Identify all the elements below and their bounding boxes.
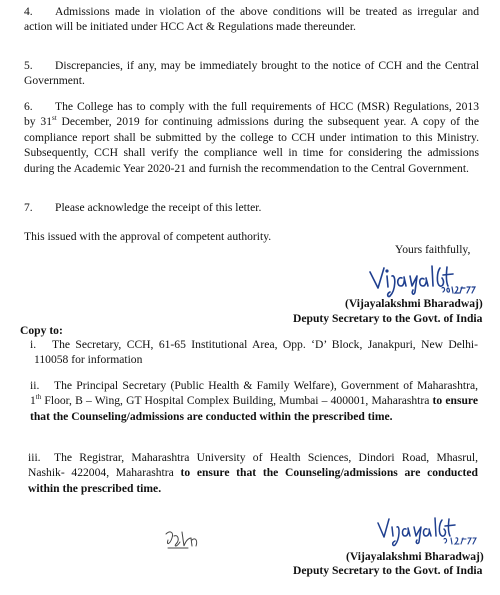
- signatory-name-2: (Vijayalakshmi Bharadwaj): [346, 550, 484, 563]
- paragraph-text-cont: December, 2019 for continuing admissions during the subsequent year. A copy of the compliance report shall be submitted by the college to CCH under intimation to this Ministry. Subsequently, CCH shall verify the compliance well in time for considering the admissions during the Academic Year 2020-21 and furnish the recommendation to the Central Government.: [24, 115, 480, 175]
- handwritten-signature-2: [372, 515, 480, 549]
- copy-item-text: The Principal Secretary (Public Health & Family Welfare), Government of Maharashtra, 1: [30, 379, 478, 408]
- copy-item-instruction: to ensure that the Counseling/admissions are conducted within the prescribed time.: [28, 466, 478, 495]
- paragraph-number: 4.: [24, 5, 33, 18]
- copy-to-item-3: [28, 450, 478, 496]
- signatory-name-1: (Vijayalakshmi Bharadwaj): [345, 297, 483, 310]
- signatory-designation-1: Deputy Secretary to the Govt. of India: [293, 312, 483, 325]
- copy-to-item-2: [30, 378, 478, 424]
- paragraph-7: [24, 200, 479, 215]
- approval-line: This issued with the approval of competent authority.: [24, 230, 272, 243]
- copy-item-text: The Secretary, CCH, 61-65 Institutional Area, Opp. ‘D’ Block, Janakpuri, New Delhi-110058 for information: [34, 338, 478, 367]
- handwritten-signature-1: [366, 262, 478, 300]
- copy-to-item-1: [30, 337, 478, 368]
- paragraph-5: [24, 58, 479, 89]
- paragraph-4: [24, 4, 479, 35]
- closing-salutation: Yours faithfully,: [395, 243, 471, 256]
- paragraph-text: Please acknowledge the receipt of this letter.: [55, 201, 262, 214]
- paragraph-number: 5.: [24, 59, 33, 72]
- paragraph-text: The College has to comply with the full requirements of HCC (MSR) Regulations, 2013 by 31: [24, 100, 479, 129]
- copy-item-text-cont: Floor, B – Wing, GT Hospital Complex Building, Mumbai – 400001, Maharashtra: [41, 394, 433, 408]
- paragraph-number: 7.: [24, 201, 33, 214]
- ordinal-superscript: th: [35, 393, 42, 402]
- paragraph-6: [24, 99, 479, 176]
- paragraph-text: Discrepancies, if any, may be immediately brought to the notice of CCH and the Central Government.: [24, 59, 479, 88]
- copy-to-heading: Copy to:: [20, 324, 63, 337]
- copy-item-numeral: ii.: [30, 379, 40, 392]
- signatory-designation-2: Deputy Secretary to the Govt. of India: [293, 564, 483, 577]
- handwritten-initials: [162, 526, 202, 552]
- copy-item-numeral: iii.: [28, 451, 41, 464]
- copy-item-numeral: i.: [30, 338, 37, 351]
- paragraph-text: Admissions made in violation of the above conditions will be treated as irregular and action will be initiated under HCC Act & Regulations made thereunder.: [24, 5, 479, 34]
- copy-item-text: The Registrar, Maharashtra University of Health Sciences, Dindori Road, Mhasrul, Nashik- 422004, Maharashtra: [28, 451, 478, 480]
- paragraph-number: 6.: [24, 100, 33, 113]
- ordinal-superscript: st: [52, 114, 57, 123]
- copy-item-instruction: to ensure that the Counseling/admissions are conducted within the prescribed time.: [30, 394, 478, 423]
